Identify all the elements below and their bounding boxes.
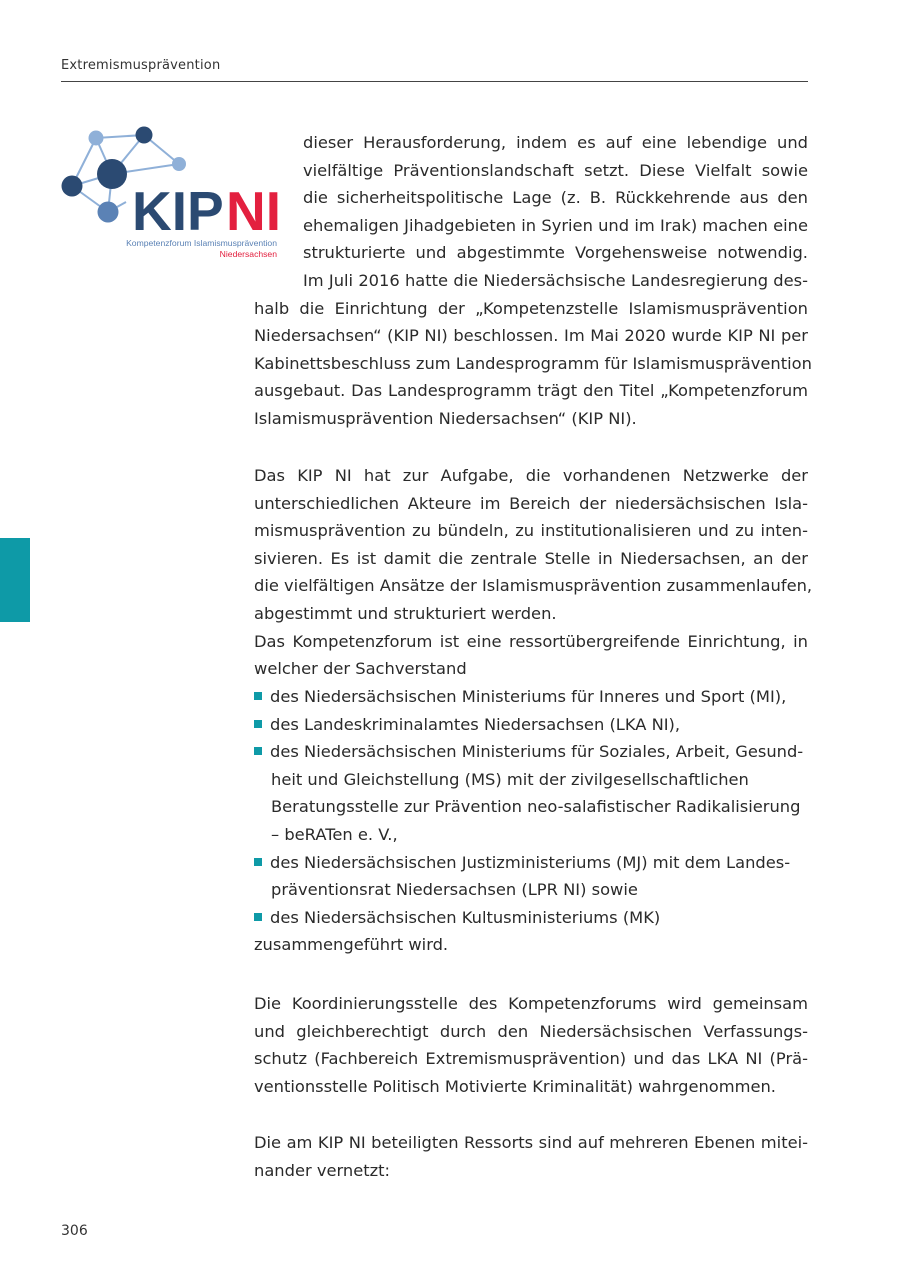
paragraph-line: Niedersachsen“ (KIP NI) beschlossen. Im Mai 2020 wurde KIP NI per (254, 326, 808, 346)
paragraph-line: und gleichberechtigt durch den Niedersächsischen Verfassungs- (254, 1021, 808, 1041)
paragraph-line: Die am KIP NI beteiligten Ressorts sind auf mehreren Ebenen mitei- (254, 1133, 808, 1152)
paragraph-line: die vielfältigen Ansätze der Islamismusprävention zusammenlaufen, (254, 576, 813, 596)
paragraph-line: ausgebaut. Das Landesprogramm trägt den Titel „Kompetenzforum (254, 381, 808, 401)
paragraph-line: welcher der Sachverstand (254, 659, 467, 679)
paragraph-line: nander vernetzt: (254, 1160, 391, 1180)
paragraph-line: dieser Herausforderung, indem es auf eine lebendige und (303, 133, 808, 152)
logo-wordmark-ni: NI (226, 180, 281, 242)
paragraph-line: Das KIP NI hat zur Aufgabe, die vorhandenen Netzwerke der (254, 466, 808, 485)
paragraph-line: vielfältige Präventionslandschaft setzt. Diese Vielfalt sowie (303, 160, 808, 180)
list-item-text: des Niedersächsischen Ministeriums für Soziales, Arbeit, Gesund- (270, 742, 804, 762)
paragraph-2 (254, 462, 813, 683)
page-number: 306 (61, 1223, 88, 1239)
list-item-text: heit und Gleichstellung (MS) mit der zivilgesellschaftlichen (271, 769, 749, 789)
paragraph-line: schutz (Fachbereich Extremismusprävention) und das LKA NI (Prä- (254, 1049, 808, 1069)
logo-subtitle-line2: Niedersachsen (219, 249, 277, 259)
bullet-square-icon (254, 720, 262, 728)
paragraph-line: sivieren. Es ist damit die zentrale Stelle in Niedersachsen, an der (254, 548, 808, 568)
logo-subtitle-line1: Kompetenzforum Islamismusprävention (126, 238, 277, 248)
ministry-list (254, 683, 808, 959)
list-item-text: präventionsrat Niedersachsen (LPR NI) sowie (271, 880, 638, 900)
list-item-text: des Niedersächsischen Kultusministeriums (MK) (270, 907, 661, 927)
paragraph-1 (0, 129, 812, 433)
running-header: Extremismusprävention (61, 58, 221, 73)
paragraph-line: unterschiedlichen Akteure im Bereich der niedersächsischen Isla- (254, 493, 808, 513)
paragraph-line: Das Kompetenzforum ist eine ressortübergreifende Einrichtung, in (254, 631, 808, 651)
paragraph-line: die sicherheitspolitische Lage (z. B. Rückkehrende aus den (303, 188, 808, 208)
bullet-square-icon (254, 858, 262, 866)
list-closing-text: zusammengeführt wird. (254, 935, 449, 955)
paragraph-line: abgestimmt und strukturiert werden. (254, 603, 557, 623)
paragraph-4 (254, 1129, 808, 1184)
list-item-text: Beratungsstelle zur Prävention neo-salafistischer Radikalisierung (271, 797, 801, 817)
paragraph-line: ehemaligen Jihadgebieten in Syrien und im Irak) machen eine (303, 215, 808, 235)
bullet-square-icon (254, 913, 262, 921)
list-item (254, 683, 808, 711)
logo-wordmark-kip: KIP (132, 180, 224, 242)
paragraph-line: strukturierte und abgestimmte Vorgehensweise notwendig. (303, 243, 808, 263)
list-item (254, 849, 808, 904)
list-item-text: – beRATen e. V., (271, 824, 398, 844)
bullet-square-icon (254, 692, 262, 700)
header-rule (61, 81, 808, 82)
list-item-text: des Niedersächsischen Justizministeriums (MJ) mit dem Landes- (270, 852, 791, 872)
list-item (254, 904, 808, 932)
list-item (254, 738, 808, 848)
paragraph-3 (254, 990, 808, 1100)
chapter-side-tab (0, 538, 30, 622)
paragraph-line: Die Koordinierungsstelle des Kompetenzforums wird gemeinsam (254, 994, 808, 1013)
list-item-text: des Landeskriminalamtes Niedersachsen (LKA NI), (270, 714, 681, 734)
list-item-text: des Niedersächsischen Ministeriums für Inneres und Sport (MI), (270, 687, 787, 706)
paragraph-line: Im Juli 2016 hatte die Niedersächsische Landesregierung des- (303, 270, 808, 290)
paragraph-line: mismusprävention zu bündeln, zu institutionalisieren und zu inten- (254, 521, 808, 541)
paragraph-line: Islamismusprävention Niedersachsen“ (KIP NI). (254, 408, 637, 428)
paragraph-line: Kabinettsbeschluss zum Landesprogramm für Islamismusprävention (254, 353, 812, 373)
paragraph-line: halb die Einrichtung der „Kompetenzstelle Islamismusprävention (254, 298, 808, 318)
bullet-square-icon (254, 747, 262, 755)
list-item (254, 711, 808, 739)
paragraph-line: ventionsstelle Politisch Motivierte Kriminalität) wahrgenommen. (254, 1076, 776, 1096)
